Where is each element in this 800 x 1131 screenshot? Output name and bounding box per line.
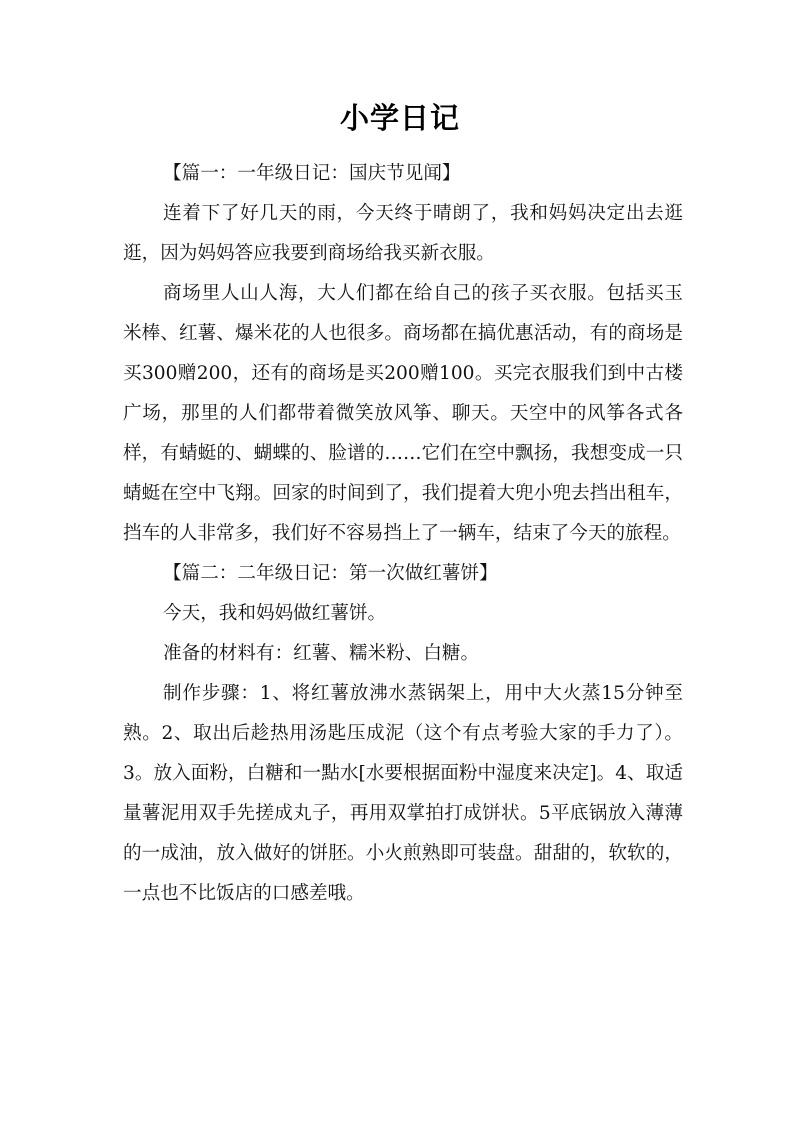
section-heading-1: 【篇一：一年级日记：国庆节见闻】 xyxy=(163,163,461,184)
paragraph: 今天，我和妈妈做红薯饼。 xyxy=(163,603,387,624)
paragraph: 连着下了好几天的雨，今天终于晴朗了，我和妈妈决定出去逛逛，因为妈妈答应我要到商场给我买新衣服。 xyxy=(123,203,683,264)
section-heading-2: 【篇二：二年级日记：第一次做红薯饼】 xyxy=(163,563,498,584)
paragraph: 准备的材料有：红薯、糯米粉、白糖。 xyxy=(163,643,480,664)
page-title: 小学日记 xyxy=(339,101,460,135)
paragraph: 制作步骤：1、将红薯放沸水蒸锅架上，用中大火蒸15分钟至熟。2、取出后趁热用汤匙压成泥（这个有点考验大家的手力了）。3。放入面粉，白糖和一點水[水要根据面粉中湿度来决定]。4、取适量薯泥用双手先搓成丸子，再用双掌拍打成饼状。5平底锅放入薄薄的一成油，放入做好的饼胚。小火煎熟即可装盘。甜甜的，软软的，一点也不比饭店的口感差哦。 xyxy=(123,683,683,904)
paragraph: 商场里人山人海，大人们都在给自己的孩子买衣服。包括买玉米棒、红薯、爆米花的人也很多。商场都在搞优惠活动，有的商场是买300赠200，还有的商场是买200赠100。买完衣服我们到中古楼广场，那里的人们都带着微笑放风筝、聊天。天空中的风筝各式各样，有蜻蜓的、蝴蝶的、脸谱的……它们在空中飘扬，我想变成一只蜻蜓在空中飞翔。回家的时间到了，我们提着大兜小兜去挡出租车，挡车的人非常多，我们好不容易挡上了一辆车，结束了今天的旅程。 xyxy=(123,283,683,544)
document-body xyxy=(123,154,683,914)
